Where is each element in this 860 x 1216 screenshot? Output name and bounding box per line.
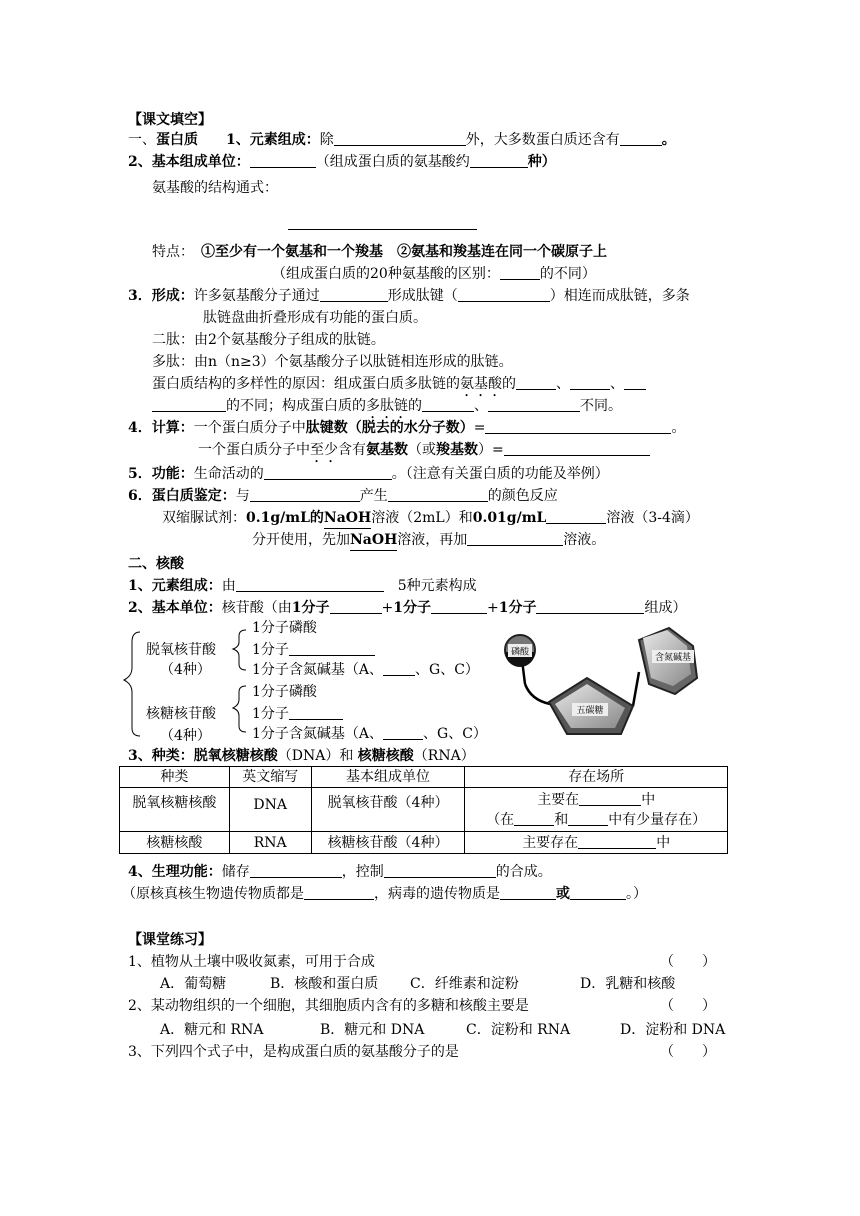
answer-paren: （ ） — [660, 954, 716, 970]
protein-line-1: 一、蛋白质 1、元素组成：除 外，大多数蛋白质还含有 。 — [128, 132, 676, 148]
diagram-base-label: 含氮碱基 — [654, 653, 692, 663]
structure-formula-label: 氨基酸的结构通式： — [152, 180, 278, 196]
table-cell: 核糖核苷酸（4种） — [311, 832, 465, 854]
question-3: 3、下列四个式子中，是构成蛋白质的氨基酸分子的是 — [128, 1044, 459, 1060]
option-a[interactable]: A．葡萄糖 — [160, 976, 227, 992]
nucleotide-diagram — [493, 622, 731, 739]
option-b[interactable]: B．糖元和 DNA — [320, 1022, 425, 1038]
section-header: 【课文填空】 — [128, 112, 212, 128]
physiological-function-line: 4、生理功能：储存 ，控制 的合成。 — [128, 864, 552, 880]
question-2: 2、某动物组织的一个细胞，其细胞质内含有的多糖和核酸主要是 — [128, 998, 529, 1014]
table-cell: DNA — [253, 796, 288, 813]
table-cell: 主要在 中 — [537, 791, 656, 808]
option-d[interactable]: D．淀粉和 DNA — [620, 1022, 726, 1038]
diversity-line-2: 的不同；构成蛋白质的多肽链的 、 不同。 — [152, 396, 622, 416]
table-cell: （在 和 中有少量存在） — [486, 811, 707, 828]
table-cell: 主要存在 中 — [465, 832, 728, 854]
dipeptide-line: 二肽：由2个氨基酸分子组成的肽链。 — [152, 332, 385, 348]
feature-line: 特点： ①至少有一个氨基和一个羧基 ②氨基和羧基连在同一个碳原子上 — [152, 244, 607, 260]
nucleic-types-line: 3、种类：脱氧核糖核酸（DNA）和 核糖核酸（RNA） — [128, 748, 475, 764]
table-header-cell: 英文缩写 — [229, 767, 311, 788]
polypeptide-line: 多肽：由n（n≥3）个氨基酸分子以肽链相连形成的肽链。 — [152, 354, 513, 370]
deoxynucleotide-name: 脱氧核苷酸 — [146, 642, 216, 658]
deoxy-item-sugar: 1分子 — [252, 640, 375, 660]
table-cell: RNA — [229, 832, 311, 854]
ribonucleotide-name: 核糖核苷酸 — [146, 706, 216, 722]
biuret-line-1: 双缩脲试剂：0.1g/mL的NaOH溶液（2mL）和0.01g/mL 溶液（3-4滴） — [162, 508, 699, 528]
biuret-line-2: 分开使用，先加NaOH溶液，再加 溶液。 — [252, 530, 605, 550]
function-line: 5．功能：生命活动的 。（注意有关蛋白质的功能及举例） — [128, 466, 609, 482]
option-b[interactable]: B．核酸和蛋白质 — [270, 976, 379, 992]
diversity-line-1: 蛋白质结构的多样性的原因：组成蛋白质多肽链的氨基酸的 、 、 — [152, 374, 646, 394]
genetic-material-line: （原核真核生物遗传物质都是 ，病毒的遗传物质是 或 。） — [122, 886, 647, 902]
diagram-phosphate-label: 磷酸 — [510, 647, 530, 658]
diagram-sugar-label: 五碳糖 — [576, 706, 604, 716]
table-cell: 核糖核酸 — [120, 832, 230, 854]
deoxynucleotide-count: （4种） — [160, 662, 211, 678]
amino-acid-difference: （组成蛋白质的20种氨基酸的区别： 的不同） — [272, 266, 596, 282]
ribo-item-base: 1分子含氮碱基（A、 、G、C） — [252, 726, 487, 742]
identification-line: 6．蛋白质鉴定：与 产生 的颜色反应 — [128, 488, 558, 504]
option-d[interactable]: D．乳糖和核酸 — [580, 976, 676, 992]
ribo-item-sugar: 1分子 — [252, 704, 343, 724]
formula-blank-line — [288, 229, 477, 230]
table-row — [120, 832, 728, 854]
formation-line-2: 肽链盘曲折叠形成有功能的蛋白质。 — [203, 310, 427, 326]
practice-header: 【课堂练习】 — [128, 932, 212, 948]
nucleic-element-line: 1、元素组成：由 5种元素构成 — [128, 578, 477, 594]
answer-paren: （ ） — [660, 1044, 716, 1060]
table-header-cell: 基本组成单位 — [311, 767, 465, 788]
table-header-cell: 存在场所 — [465, 767, 728, 788]
nucleic-unit-line: 2、基本单位：核苷酸（由1分子 +1分子 +1分子 组成） — [128, 600, 687, 616]
protein-line-2: 2、基本组成单位： （组成蛋白质的氨基酸约 种） — [128, 154, 556, 170]
deoxy-item-phosphate: 1分子磷酸 — [252, 620, 317, 636]
calculation-line-2: 一个蛋白质分子中至少含有氨基数（或羧基数）= — [198, 440, 650, 460]
deoxy-item-base: 1分子含氮碱基（A、 、G、C） — [252, 662, 479, 678]
ribonucleotide-count: （4种） — [160, 728, 211, 744]
option-c[interactable]: C．纤维素和淀粉 — [410, 976, 519, 992]
answer-paren: （ ） — [660, 998, 716, 1014]
ribo-item-phosphate: 1分子磷酸 — [252, 684, 317, 700]
table-row — [120, 788, 728, 832]
calculation-line-1: 4．计算：一个蛋白质分子中肽键数（脱去的水分子数）= 。 — [128, 420, 686, 436]
table-header-cell: 种类 — [120, 767, 230, 788]
nucleic-acid-title: 二、核酸 — [128, 556, 184, 572]
nucleic-acid-table — [119, 766, 728, 854]
table-cell: 脱氧核苷酸（4种） — [327, 794, 449, 811]
table-cell: 脱氧核糖核酸 — [132, 794, 217, 811]
option-c[interactable]: C．淀粉和 RNA — [466, 1022, 571, 1038]
option-a[interactable]: A．糖元和 RNA — [160, 1022, 264, 1038]
formation-line: 3．形成：许多氨基酸分子通过 形成肽键（ ）相连而成肽链，多条 — [128, 288, 690, 304]
question-1: 1、植物从土壤中吸收氮素，可用于合成 — [128, 954, 375, 970]
table-header-row — [120, 767, 728, 788]
